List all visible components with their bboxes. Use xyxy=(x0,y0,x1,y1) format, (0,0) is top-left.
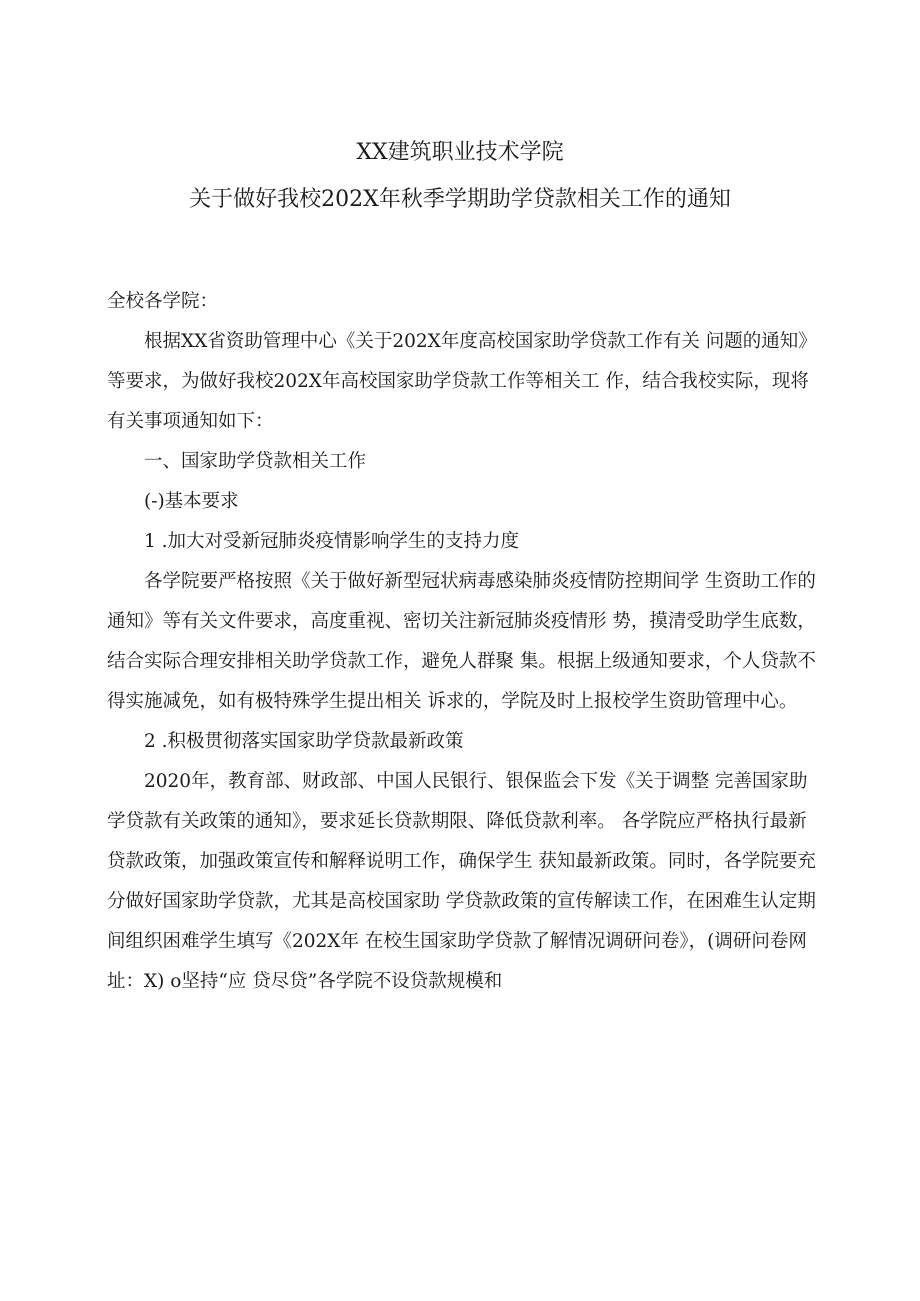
document-title: XX建筑职业技术学院 xyxy=(356,140,564,165)
document-subtitle: 关于做好我校202X年秋季学期助学贷款相关工作的通知 xyxy=(189,187,731,212)
salutation: 全校各学院： xyxy=(107,291,219,312)
document-body xyxy=(107,282,821,1002)
intro-paragraph: 根据XX省资助管理中心《关于202X年度高校国家助学贷款工作有关 问题的通知》等要求，为做好我校202X年高校国家助学贷款工作等相关工 作，结合我校实际，现将有关事项通知如下： xyxy=(107,331,817,432)
item-1-paragraph: 各学院要严格按照《关于做好新型冠状病毒感染肺炎疫情防控期间学 生资助工作的通知》等有关文件要求，高度重视、密切关注新冠肺炎疫情形 势，摸清受助学生底数，结合实际合理安排相关助学贷款工作，避免人群聚 集。根据上级通知要求，个人贷款不得实施减免，如有极特殊学生提出相关 诉求的，学院及时上报校学生资助管理中心。 xyxy=(107,571,816,712)
item-1-heading: 1 .加大对受新冠肺炎疫情影响学生的支持力度 xyxy=(144,531,520,552)
item-2-paragraph: 2020年，教育部、财政部、中国人民银行、银保监会下发《关于调整 完善国家助学贷款有关政策的通知》，要求延长贷款期限、降低贷款利率。 各学院应严格执行最新贷款政策，加强政策宣传和解释说明工作，确保学生 获知最新政策。同时，各学院要充分做好国家助学贷款，尤其是高校国家助 学贷款政策的宣传解读工作，在困难生认定期间组织困难学生填写《202X年 在校生国家助学贷款了解情况调研问卷》，(调研问卷网址：X) o坚持“应 贷尽贷”各学院不设贷款规模和 xyxy=(107,771,816,992)
item-2-heading: 2 .积极贯彻落实国家助学贷款最新政策 xyxy=(144,731,464,752)
section-heading: 一、国家助学贷款相关工作 xyxy=(144,451,367,472)
subsection-heading: (-)基本要求 xyxy=(144,491,239,512)
